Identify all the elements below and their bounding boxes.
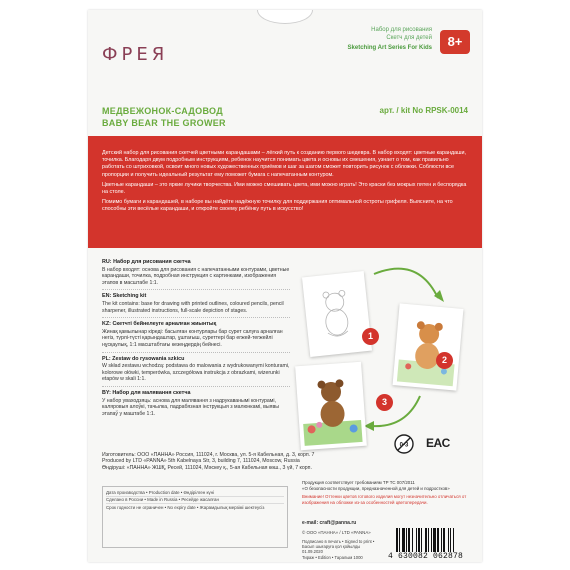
product-title-en: BABY BEAR THE GROWER — [102, 118, 226, 128]
step-card-colored — [393, 303, 464, 390]
product-title-ru: МЕДВЕЖОНОК-САДОВОД — [102, 106, 223, 116]
description-block — [88, 136, 482, 248]
compliance-line: «О безопасности продукции, предназначенной для детей и подростков» — [302, 485, 450, 491]
print-info-line: 01.09.2020 — [302, 549, 323, 555]
package-back — [88, 10, 482, 562]
barcode — [388, 528, 478, 562]
barcode-bars — [396, 528, 476, 552]
step-number-1: 1 — [362, 328, 379, 345]
manufacturer-line: Өндіруші: «ПАННА» ЖШҚ, Ресей, 111024, Мәскеу қ., 5-ая Кабельная көш., 3 үй, 7 корп. — [102, 464, 312, 471]
lang-text: У набор уваходзяць: аснова для малявання з надрукаванымі контурамі, каляровыя алоўкі, тачылка, падрабязная інструкцыя з малюнкамі, выявы этапаў у маштабе 1:1. — [102, 397, 279, 417]
manufacturer-line: Изготовитель: ООО «ПАННА» Россия, 111024, г. Москва, ул. 5-я Кабельная, д. 3, корп. 7 — [102, 452, 315, 458]
production-row: Сделано в России • Made in Russia • Ресейде жасалған — [106, 497, 284, 505]
lang-text: В набор входят: основа для рисования с напечатанными контурами, цветные карандаши, точилка, подробная инструкция с картинками, изображения этапов в масштабе 1:1. — [102, 266, 290, 286]
article-number: арт. / kit No RPSK-0014 — [379, 106, 468, 115]
manufacturer-info — [102, 452, 468, 471]
production-row: Срок годности не ограничен • No expiry date • Жарамдылық мерзімі шектеусіз — [106, 504, 265, 510]
step-number-2: 2 — [436, 352, 453, 369]
step-card-sketch — [302, 271, 372, 357]
lang-title: EN: Sketching kit — [102, 293, 147, 300]
age-warning-text: 0-3 — [399, 442, 409, 449]
description-paragraph: Помимо бумаги и карандашей, в наборе вы найдёте надёжную точилку для поддержания оптимальной остроты грифеля. Выясните, на что способны эти весёлые карандаши, и откройте своему ребёнку путь в искусство! — [102, 199, 453, 213]
compliance-text — [302, 480, 472, 505]
lang-text: The kit contains: base for drawing with printed outlines, coloured pencils, pencil sharpener, illustrated instructions, full-scale depiction of stages. — [102, 300, 284, 314]
compliance-line: Продукция соответствует требованиям ТР ТС 007/2011 — [302, 480, 415, 485]
print-info-line: Подписано в печать • Signed to print • — [302, 539, 375, 544]
steps-illustration — [288, 238, 482, 448]
lang-title: KZ: Скетчті бейнелеуге арналған жиынтық — [102, 321, 217, 328]
bear-final-icon — [295, 362, 367, 450]
eac-mark: EAC — [426, 436, 450, 450]
bottom-info — [88, 480, 482, 562]
category-line-2: Скетч для детей — [386, 35, 432, 41]
divider — [102, 317, 290, 318]
series-label: Sketching Art Series For Kids — [347, 45, 432, 51]
age-badge: 8+ — [440, 30, 470, 54]
language-instructions — [102, 256, 290, 417]
lang-text: W skład zestawu wchodzą: podstawa do malowania z wydrukowanymi konturami, kolorowe ołówki, temperówka, szczegółowa instrukcja z obrazkami, wizerunki etapów w skali 1:1. — [102, 363, 290, 383]
step-number-3: 3 — [376, 394, 393, 411]
production-row: Дата производства • Production date • Өндірілген күні — [106, 489, 284, 497]
print-info — [302, 539, 374, 560]
brand-logo: ФРЕЯ — [102, 44, 169, 65]
barcode-number: 4 630082 062878 — [388, 552, 464, 561]
description-paragraph: Цветные карандаши – это яркие лучики творчества. Ими можно смешивать цвета, ими можно играть! Это краски без мокрых пятен и беспорядка на столе. — [102, 181, 467, 196]
lang-title: RU: Набор для рисования скетча — [102, 259, 191, 265]
production-date-box — [102, 486, 288, 548]
divider — [102, 289, 290, 290]
description-paragraph: Детский набор для рисования скетчей цветными карандашами – лёгкий путь к созданию первого шедевра. В набор входят: цветные карандаши, точилка. Благодаря двум подробным инструкциям, ребенок научится понимать цвета и основы их смешения, узнает о том, как правильно работать со штриховкой, освоит много новых художественных приёмов и шаг за шагом сможет повторить рисунок с обложки. Соблюсти все пропорции и получить идеальный результат ему поможет бумага с напечатанным контуром. — [102, 150, 466, 178]
manufacturer-line: Produced by LTD «PANNA» 5th Kabelnaya Str, 3, building 7, 111024, Moscow, Russia — [102, 458, 300, 465]
step-card-final — [295, 362, 367, 450]
header — [88, 10, 482, 90]
age-warning-icon — [394, 434, 414, 454]
bear-colored-icon — [393, 303, 464, 390]
print-info-line: Тираж • Edition • Таралым 1000 — [302, 554, 363, 560]
category-block — [348, 26, 432, 52]
divider — [102, 386, 290, 387]
color-warning: Внимание! Оттенки цветов готового изделия могут незначительно отличаться от изображения на обложке из-за особенностей цветопередачи. — [302, 494, 467, 505]
print-info-line: Басып шығаруға қол қойылды — [302, 544, 361, 550]
lang-title: PL: Zestaw do rysowania szkicu — [102, 355, 185, 362]
category-line-1: Набор для рисования — [371, 27, 432, 33]
lang-text: Жинақ қамылынар кіреді: басылған контурлары бар сурет салуға арналған негіз, түрлі-түсті қарындаштар, ұштағыш, суреттері бар егжей-тегжейлі нұсқаулық, 1:1 масштабтағы кезеңдердің бейнесі. — [102, 328, 283, 348]
bear-outline-icon — [302, 271, 372, 357]
divider — [102, 352, 290, 353]
contact-email: e-mail: craft@panna.ru — [302, 520, 357, 526]
copyright: © ООО «ПАННА» / LTD «PANNA» — [302, 530, 371, 535]
lang-title: BY: Набор для малявання скетча — [102, 389, 191, 396]
